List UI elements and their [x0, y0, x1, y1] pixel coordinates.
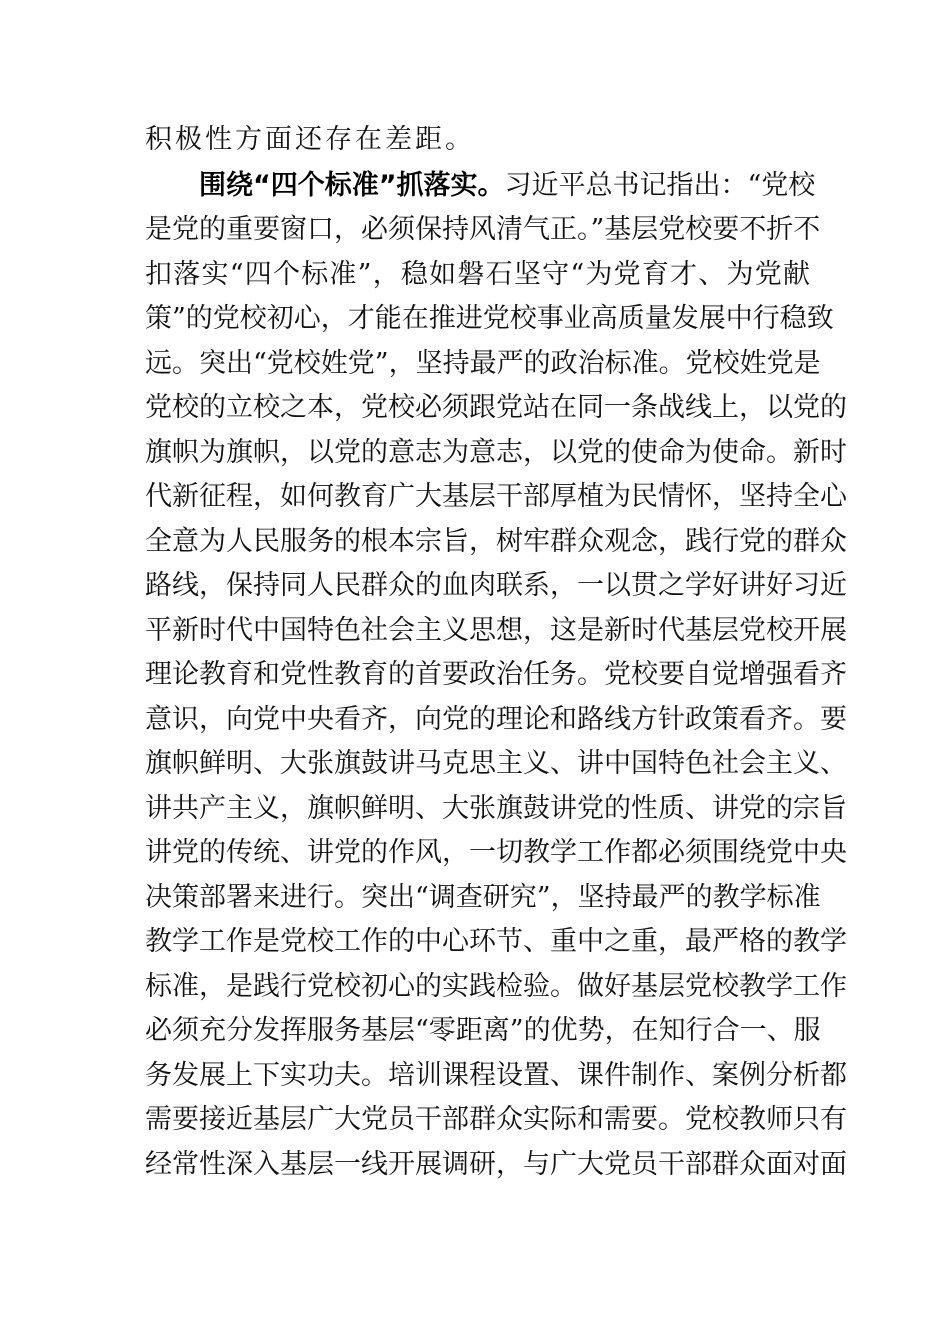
paragraph-line: 经常性深入基层一线开展调研，与广大党员干部群众面对面 — [145, 1149, 847, 1180]
paragraph-line: 策”的党校初心，才能在推进党校事业高质量发展中行稳致 — [145, 303, 834, 334]
paragraph-first-line-text: 习近平总书记指出：“党校 — [504, 170, 816, 201]
paragraph-line: 是党的重要窗口，必须保持风清气正。”基层党校要不折不 — [145, 214, 821, 245]
paragraph-line: 意识，向党中央看齐，向党的理论和路线方针政策看齐。要 — [145, 704, 847, 735]
paragraph-line: 讲共产主义，旗帜鲜明、大张旗鼓讲党的性质、讲党的宗旨 — [145, 793, 847, 824]
paragraph-line: 扣落实“四个标准”，稳如磐石坚守“为党育才、为党献 — [145, 259, 810, 290]
paragraph-line: 需要接近基层广大党员干部群众实际和需要。党校教师只有 — [145, 1104, 847, 1135]
paragraph-line: 旗帜为旗帜，以党的意志为意志，以党的使命为使命。新时 — [145, 437, 847, 468]
paragraph-line: 理论教育和党性教育的首要政治任务。党校要自觉增强看齐 — [145, 659, 847, 690]
paragraph-line: 必须充分发挥服务基层“零距离”的优势，在知行合一、服 — [145, 1015, 821, 1046]
paragraph-line: 决策部署来进行。突出“调查研究”，坚持最严的教学标准 — [145, 882, 821, 913]
paragraph-line: 党校的立校之本，党校必须跟党站在同一条战线上，以党的 — [145, 392, 847, 423]
paragraph-line: 路线，保持同人民群众的血肉联系，一以贯之学好讲好习近 — [145, 570, 847, 601]
paragraph-first-line — [199, 164, 816, 208]
paragraph-line: 代新征程，如何教育广大基层干部厚植为民情怀，坚持全心 — [145, 481, 847, 512]
paragraph-line: 旗帜鲜明、大张旗鼓讲马克思主义、讲中国特色社会主义、 — [145, 748, 847, 779]
paragraph-line: 讲党的传统、讲党的作风，一切教学工作都必须围绕党中央 — [145, 837, 847, 868]
paragraph-heading: 围绕“四个标准”抓落实。 — [199, 170, 505, 201]
paragraph-line: 全意为人民服务的根本宗旨，树牢群众观念，践行党的群众 — [145, 526, 847, 557]
paragraph-line: 标准，是践行党校初心的实践检验。做好基层党校教学工作 — [145, 971, 847, 1002]
paragraph-line: 远。突出“党校姓党”，坚持最严的政治标准。党校姓党是 — [145, 348, 821, 379]
paragraph-line: 教学工作是党校工作的中心环节、重中之重，最严格的教学 — [145, 926, 847, 957]
paragraph-line: 务发展上下实功夫。培训课程设置、课件制作、案例分析都 — [145, 1060, 847, 1091]
carryover-line: 积极性方面还存在差距。 — [145, 124, 475, 155]
paragraph-line: 平新时代中国特色社会主义思想，这是新时代基层党校开展 — [145, 615, 847, 646]
